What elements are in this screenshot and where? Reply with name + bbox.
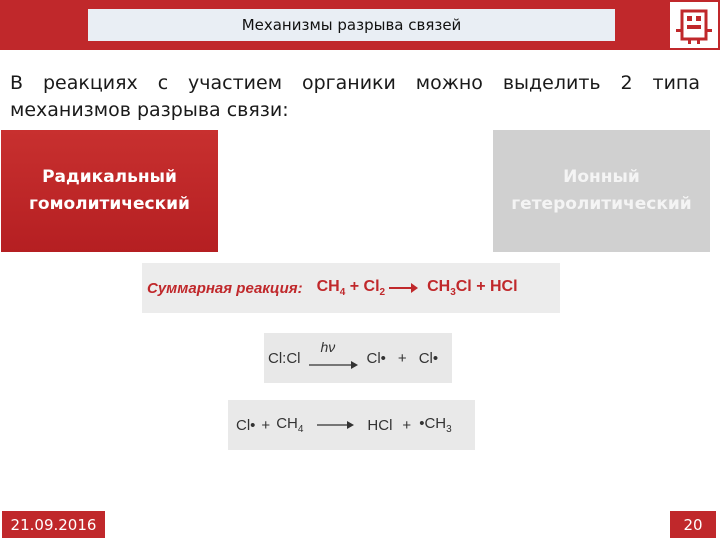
slide-date: 21.09.2016 bbox=[2, 511, 105, 538]
step2-product1: HCl bbox=[367, 416, 393, 434]
summary-label: Суммарная реакция: bbox=[147, 279, 303, 297]
summary-reaction-equation bbox=[142, 263, 560, 313]
intro-paragraph: В реакциях с участием органики можно выделить 2 типа механизмов разрыва связи: bbox=[10, 72, 700, 121]
step1-arrow-group bbox=[307, 339, 359, 373]
step1-product2: Cl• bbox=[418, 349, 439, 367]
light-condition-label: hν bbox=[320, 339, 336, 355]
step2-plus: + bbox=[261, 416, 271, 434]
summary-reactants: $CH_4 + Cl_2$ bbox=[316, 277, 386, 299]
initiation-step-equation bbox=[264, 333, 452, 383]
university-logo-icon bbox=[670, 2, 718, 48]
step1-plus: + bbox=[397, 349, 407, 367]
propagation-step-equation bbox=[228, 400, 475, 450]
radical-mechanism-card[interactable] bbox=[1, 130, 218, 252]
ionic-card-line2: гетеролитический bbox=[511, 194, 692, 214]
step1-product1: Cl• bbox=[366, 349, 386, 367]
logo-glyph bbox=[674, 5, 714, 45]
step1-reactant: Cl:Cl bbox=[268, 349, 301, 367]
step2-reactant1: Cl• bbox=[236, 416, 256, 434]
radical-card-line1: Радикальный bbox=[42, 167, 177, 187]
step2-reactant2: $CH_4$ bbox=[276, 415, 304, 435]
step2-arrow-icon bbox=[315, 419, 355, 431]
slide-title bbox=[88, 9, 615, 41]
slide-page-number: 20 bbox=[670, 511, 716, 538]
step2-product2: $•CH_3$ bbox=[419, 415, 452, 435]
reaction-arrow-icon bbox=[385, 282, 419, 294]
ionic-card-line1: Ионный bbox=[563, 167, 640, 187]
radical-card-line2: гомолитический bbox=[29, 194, 190, 214]
step2-plus2: + bbox=[402, 416, 412, 434]
ionic-mechanism-card[interactable] bbox=[493, 130, 710, 252]
slide-title-text: Механизмы разрыва связей bbox=[241, 16, 462, 34]
step1-arrow-icon bbox=[307, 359, 359, 371]
summary-products: $CH_3Cl$ + HCl bbox=[427, 277, 518, 299]
